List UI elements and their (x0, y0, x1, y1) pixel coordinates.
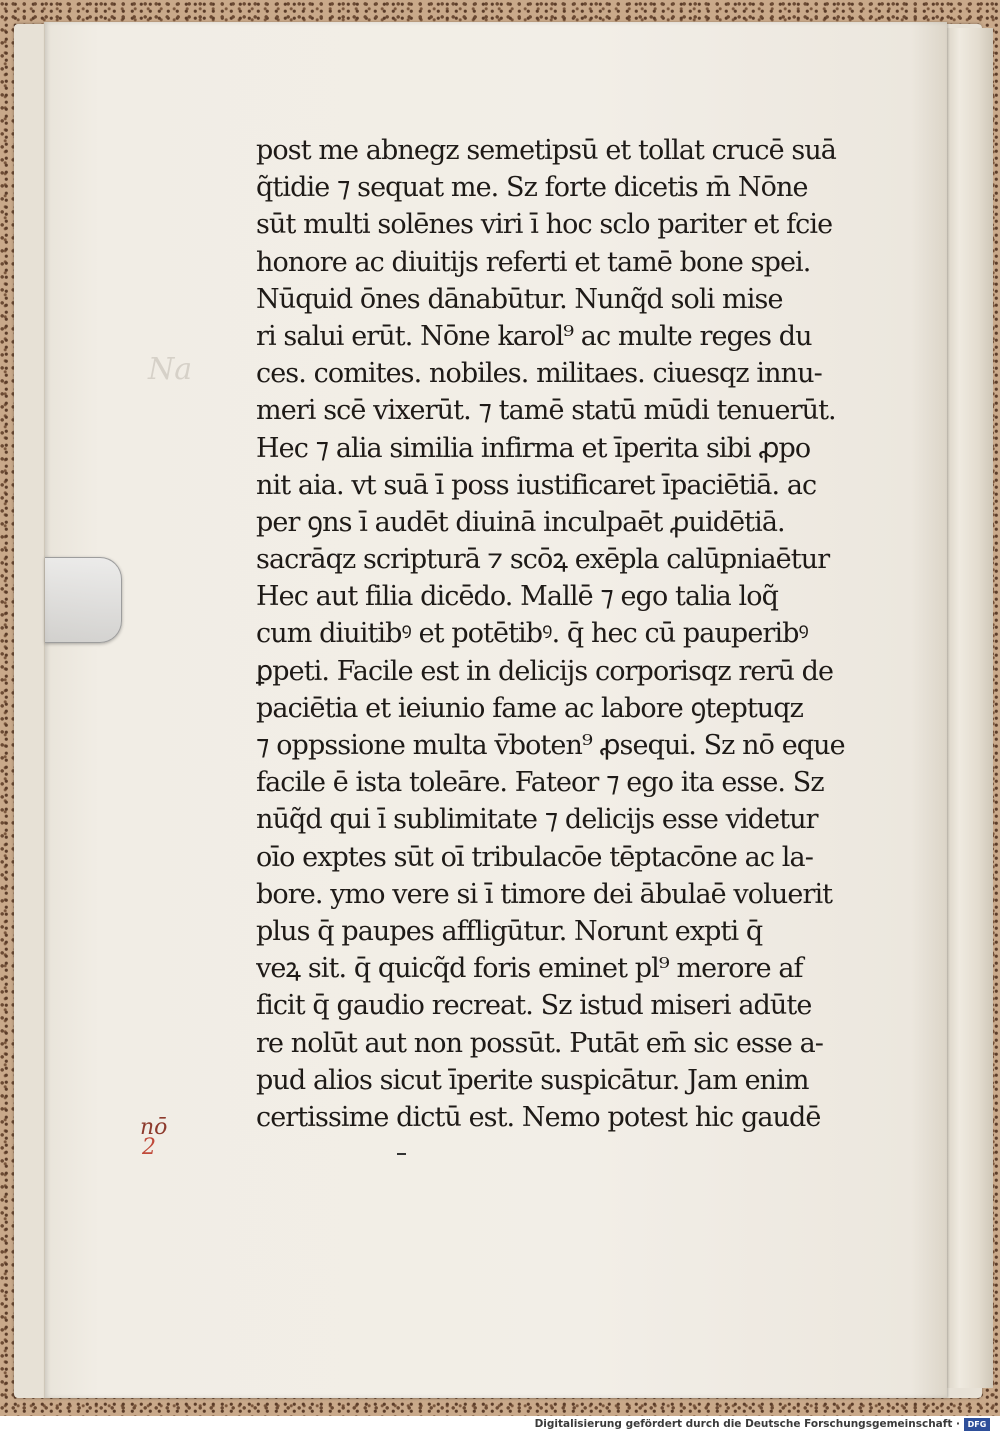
text-line: re nolūt aut non possūt. Putāt em̄ sic esse a- (256, 1027, 824, 1059)
text-line: sacrāqz scripturā ⁊ scōꝝ exēpla calūpniaētur (256, 544, 830, 576)
text-line: paciētia et ieiunio fame ac labore ꝯteptuqz (256, 692, 803, 724)
text-line: pud alios sicut īperite suspicātur. Jam enim (256, 1064, 809, 1096)
show-through-mark: Na (148, 352, 193, 387)
text-line: sūt multi solēnes viri ī hoc sclo pariter et fcie (256, 209, 833, 241)
text-line: Hec ⁊ alia similia infirma et īperita sibi ꝓpo (256, 432, 811, 464)
text-line: certissime dictū est. Nemo potest hic gaudē (256, 1101, 821, 1133)
signature-mark (397, 1153, 406, 1155)
annotation-text: nō (140, 1115, 168, 1140)
text-line: bore. ymo vere si ī timore dei ābulaē voluerit (256, 878, 833, 910)
text-line: ficit q̄ gaudio recreat. Sz istud miseri adūte (256, 990, 812, 1022)
text-line: ⁊ oppssione multa v̄boten⁹ ꝓsequi. Sz nō eque (256, 730, 845, 761)
text-line: post me abnegz semetipsū et tollat crucē suā (256, 135, 837, 166)
margin-annotation (140, 1115, 168, 1160)
text-line: ces. comites. nobiles. militaes. ciuesqz innu- (256, 358, 822, 390)
annotation-number: 2 (142, 1135, 156, 1160)
text-line: meri scē vixerūt. ⁊ tamē statū mūdi tenuerūt. (256, 395, 836, 427)
text-line: nūq̃d qui ī sublimitate ⁊ delicijs esse videtur (256, 804, 818, 836)
dfg-logo: DFG (964, 1418, 990, 1431)
text-line: nit aia. vt suā ī poss iustificaret īpaciētiā. ac (256, 469, 817, 501)
text-line: veꝝ sit. q̄ quicq̃d foris eminet pl⁹ merore af (256, 953, 803, 985)
text-line: plus q̄ paupes affligūtur. Norunt expti q̄ (256, 915, 763, 947)
text-line: facile ē ista toleāre. Fateor ⁊ ego ita esse. Sz (256, 767, 824, 799)
text-line: ri salui erūt. Nōne karol⁹ ac multe reges du (256, 320, 812, 352)
text-line: Hec aut filia dicēdo. Mallē ⁊ ego talia loq̃ (256, 581, 779, 613)
text-line: cum diuitibꝰ et potētibꝰ. q̄ hec cū pauperibꝰ (256, 618, 808, 650)
page-text (256, 132, 866, 1136)
text-line: honore ac diuitijs referti et tamē bone spei. (256, 246, 811, 278)
text-line: ꝑpeti. Facile est in delicijs corporisqz rerū de (256, 655, 834, 687)
text-line: per ꝯns ī audēt diuinā inculpaēt ꝓuidētiā. (256, 506, 785, 538)
digitization-credit: Digitalisierung gefördert durch die Deutsche Forschungsgemeinschaft · (534, 1418, 960, 1430)
text-line: Nūquid ōnes dānabūtur. Nunq̃d soli mise (256, 283, 783, 315)
page-stack-edge (944, 28, 993, 1388)
text-line: oīo exptes sūt oī tribulacōe tēptacōne ac la- (256, 841, 813, 873)
text-line: q̃tidie ⁊ sequat me. Sz forte dicetis m̄ Nōne (256, 172, 808, 204)
page-clip (45, 557, 122, 643)
